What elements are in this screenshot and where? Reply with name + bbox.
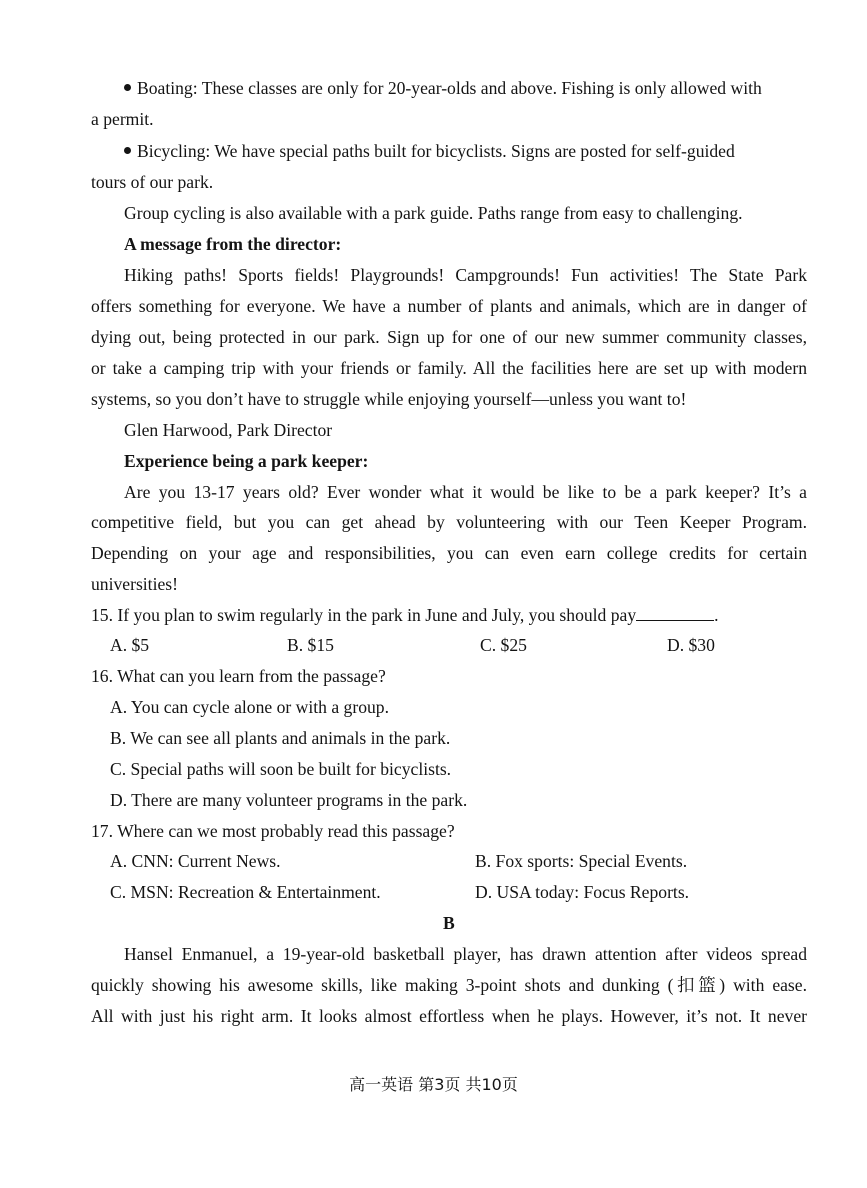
director-line-2: offers something for everyone. We have a number of plants and animals, which are in danger of bbox=[91, 296, 807, 316]
bicycling-line-1 bbox=[124, 140, 735, 162]
q15-option-a: A. $5 bbox=[110, 635, 150, 655]
question-15-stem: 15. If you plan to swim regularly in the park in June and July, you should pay bbox=[91, 605, 637, 625]
passage-b-line-2: quickly showing his awesome skills, like making 3-point shots and dunking (扣篮) with ease. bbox=[91, 975, 807, 995]
director-line-1: Hiking paths! Sports fields! Playgrounds! Campgrounds! Fun activities! The State Park bbox=[124, 265, 807, 285]
q16-option-c: C. Special paths will soon be built for bicyclists. bbox=[110, 759, 452, 779]
group-cycling-line: Group cycling is also available with a park guide. Paths range from easy to challenging. bbox=[124, 203, 743, 223]
boating-text: These classes are only for 20-year-olds and above. Fishing is only allowed with bbox=[201, 78, 762, 98]
q15-option-b: B. $15 bbox=[287, 635, 334, 655]
q15-option-c: C. $25 bbox=[480, 635, 527, 655]
boating-line-1 bbox=[124, 77, 762, 99]
answer-blank bbox=[636, 604, 714, 621]
director-line-4: or take a camping trip with your friends or family. All the facilities here are set up with modern bbox=[91, 358, 807, 378]
q17-option-b: B. Fox sports: Special Events. bbox=[475, 851, 688, 871]
question-15-end: . bbox=[714, 605, 719, 625]
director-line-3: dying out, being protected in our park. Sign up for one of our new summer community classes, bbox=[91, 327, 807, 347]
question-15 bbox=[91, 604, 719, 626]
passage-b-line-1: Hansel Enmanuel, a 19-year-old basketball player, has drawn attention after videos spread bbox=[124, 944, 807, 964]
boating-label: Boating: bbox=[137, 78, 198, 98]
bicycling-line-2: tours of our park. bbox=[91, 172, 214, 192]
keeper-line-3: Depending on your age and responsibilities, you can even earn college credits for certain bbox=[91, 543, 807, 563]
bullet-icon bbox=[124, 84, 131, 91]
keeper-line-1: Are you 13-17 years old? Ever wonder what it would be like to be a park keeper? It’s a bbox=[124, 482, 807, 502]
passage-b-line-3: All with just his right arm. It looks almost effortless when he plays. However, it’s not. It never bbox=[91, 1006, 807, 1026]
q15-option-d: D. $30 bbox=[667, 635, 715, 655]
q17-option-c: C. MSN: Recreation & Entertainment. bbox=[110, 882, 381, 902]
director-line-5: systems, so you don’t have to struggle while enjoying yourself—unless you want to! bbox=[91, 389, 687, 409]
section-b-heading: B bbox=[443, 913, 455, 933]
q17-option-d: D. USA today: Focus Reports. bbox=[475, 882, 690, 902]
keeper-line-2: competitive field, but you can get ahead by volunteering with our Teen Keeper Program. bbox=[91, 512, 807, 532]
q16-option-d: D. There are many volunteer programs in the park. bbox=[110, 790, 468, 810]
q17-option-a: A. CNN: Current News. bbox=[110, 851, 281, 871]
keeper-line-4: universities! bbox=[91, 574, 178, 594]
question-17-stem: 17. Where can we most probably read this passage? bbox=[91, 821, 455, 841]
director-signature: Glen Harwood, Park Director bbox=[124, 420, 333, 440]
bicycling-text: We have special paths built for bicyclists. Signs are posted for self-guided bbox=[214, 141, 735, 161]
q16-option-b: B. We can see all plants and animals in the park. bbox=[110, 728, 451, 748]
boating-line-2: a permit. bbox=[91, 109, 154, 129]
page-footer: 高一英语 第3页 共10页 bbox=[349, 1075, 518, 1094]
bicycling-label: Bicycling: bbox=[137, 141, 211, 161]
bullet-icon bbox=[124, 147, 131, 154]
keeper-heading: Experience being a park keeper: bbox=[124, 451, 369, 471]
question-16-stem: 16. What can you learn from the passage? bbox=[91, 666, 386, 686]
director-heading: A message from the director: bbox=[124, 234, 342, 254]
q16-option-a: A. You can cycle alone or with a group. bbox=[110, 697, 389, 717]
